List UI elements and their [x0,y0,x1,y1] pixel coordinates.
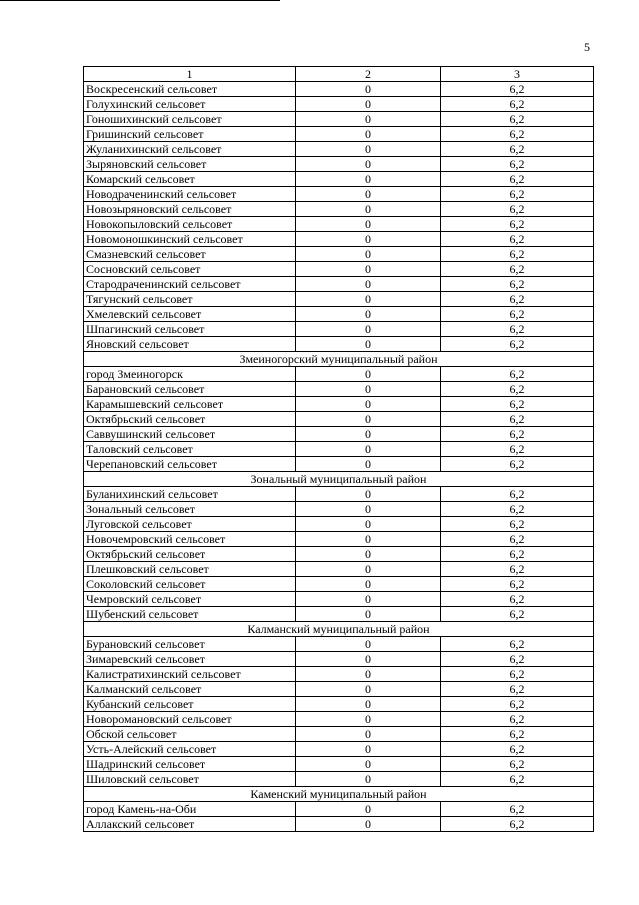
row-value-col2: 0 [296,292,441,307]
row-name: Луговской сельсовет [84,517,296,532]
row-value-col3: 6,2 [441,682,594,697]
row-name: Калистратихинский сельсовет [84,667,296,682]
table-row [84,322,594,337]
row-value-col2: 0 [296,652,441,667]
table-row [84,592,594,607]
row-name: Таловский сельсовет [84,442,296,457]
row-value-col3: 6,2 [441,127,594,142]
row-name: Октябрьский сельсовет [84,412,296,427]
row-value-col3: 6,2 [441,142,594,157]
row-value-col3: 6,2 [441,397,594,412]
row-value-col3: 6,2 [441,187,594,202]
row-value-col3: 6,2 [441,517,594,532]
row-value-col2: 0 [296,442,441,457]
row-value-col3: 6,2 [441,82,594,97]
table-row [84,397,594,412]
row-value-col3: 6,2 [441,172,594,187]
row-value-col3: 6,2 [441,727,594,742]
table-row [84,502,594,517]
row-value-col2: 0 [296,562,441,577]
row-value-col3: 6,2 [441,772,594,787]
table-row [84,277,594,292]
row-name: Октябрьский сельсовет [84,547,296,562]
table-row [84,442,594,457]
table-row [84,292,594,307]
row-value-col2: 0 [296,217,441,232]
row-value-col3: 6,2 [441,817,594,832]
row-value-col2: 0 [296,757,441,772]
row-value-col3: 6,2 [441,202,594,217]
table-row [84,232,594,247]
row-name: Кубанский сельсовет [84,697,296,712]
section-title: Калманский муниципальный район [84,622,594,637]
table-row [84,457,594,472]
row-name: Смазневский сельсовет [84,247,296,262]
row-name: Воскресенский сельсовет [84,82,296,97]
row-value-col2: 0 [296,727,441,742]
row-name: Шиловский сельсовет [84,772,296,787]
top-rule [0,0,280,1]
row-name: Саввушинский сельсовет [84,427,296,442]
row-name: Калманский сельсовет [84,682,296,697]
row-value-col2: 0 [296,592,441,607]
row-name: Карамышевский сельсовет [84,397,296,412]
table-row [84,802,594,817]
row-name: Обской сельсовет [84,727,296,742]
row-value-col3: 6,2 [441,217,594,232]
row-value-col2: 0 [296,202,441,217]
row-value-col3: 6,2 [441,112,594,127]
row-value-col2: 0 [296,547,441,562]
table-row [84,517,594,532]
table-row [84,547,594,562]
row-name: Тягунский сельсовет [84,292,296,307]
row-value-col3: 6,2 [441,487,594,502]
row-value-col2: 0 [296,532,441,547]
row-value-col2: 0 [296,337,441,352]
row-value-col3: 6,2 [441,412,594,427]
table-row [84,367,594,382]
row-name: Зональный сельсовет [84,502,296,517]
table-row [84,817,594,832]
table-row [84,172,594,187]
row-value-col3: 6,2 [441,697,594,712]
row-value-col2: 0 [296,187,441,202]
row-name: Зимаревский сельсовет [84,652,296,667]
row-value-col3: 6,2 [441,457,594,472]
row-name: Зыряновский сельсовет [84,157,296,172]
row-value-col2: 0 [296,382,441,397]
row-name: Новозыряновский сельсовет [84,202,296,217]
row-name: Сосновский сельсовет [84,262,296,277]
row-value-col3: 6,2 [441,547,594,562]
table-row [84,637,594,652]
row-name: Новодраченинский сельсовет [84,187,296,202]
row-value-col3: 6,2 [441,247,594,262]
row-name: город Камень-на-Оби [84,802,296,817]
data-table [83,66,594,832]
table-row [84,697,594,712]
page-number: 5 [584,40,590,54]
table-row [84,337,594,352]
row-value-col3: 6,2 [441,532,594,547]
section-title: Каменский муниципальный район [84,787,594,802]
column-header: 2 [296,67,441,82]
row-value-col2: 0 [296,412,441,427]
row-value-col2: 0 [296,682,441,697]
row-value-col2: 0 [296,607,441,622]
table-row [84,577,594,592]
row-value-col2: 0 [296,97,441,112]
row-value-col3: 6,2 [441,382,594,397]
table-row [84,487,594,502]
row-name: Стародраченинский сельсовет [84,277,296,292]
row-value-col3: 6,2 [441,652,594,667]
row-value-col3: 6,2 [441,577,594,592]
section-row [84,352,594,367]
row-value-col3: 6,2 [441,277,594,292]
row-name: Новокопыловский сельсовет [84,217,296,232]
table-row [84,562,594,577]
row-value-col3: 6,2 [441,742,594,757]
row-name: Голухинский сельсовет [84,97,296,112]
row-value-col3: 6,2 [441,367,594,382]
row-name: Шубенский сельсовет [84,607,296,622]
row-value-col2: 0 [296,142,441,157]
table-row [84,532,594,547]
table-row [84,652,594,667]
row-value-col3: 6,2 [441,157,594,172]
table-row [84,127,594,142]
row-value-col2: 0 [296,112,441,127]
table-row [84,262,594,277]
row-name: Комарский сельсовет [84,172,296,187]
table-body [84,82,594,832]
row-value-col2: 0 [296,697,441,712]
row-value-col2: 0 [296,517,441,532]
row-value-col2: 0 [296,457,441,472]
table-row [84,727,594,742]
row-value-col2: 0 [296,277,441,292]
row-value-col3: 6,2 [441,442,594,457]
row-value-col2: 0 [296,427,441,442]
row-value-col2: 0 [296,487,441,502]
table-row [84,307,594,322]
row-value-col2: 0 [296,322,441,337]
row-name: Плешковский сельсовет [84,562,296,577]
header-row [84,67,594,82]
row-name: Хмелевский сельсовет [84,307,296,322]
row-name: Усть-Алейский сельсовет [84,742,296,757]
row-name: Чемровский сельсовет [84,592,296,607]
row-name: Аллакский сельсовет [84,817,296,832]
row-value-col2: 0 [296,817,441,832]
section-row [84,622,594,637]
row-name: Новомоношкинский сельсовет [84,232,296,247]
row-name: город Змеиногорск [84,367,296,382]
row-value-col3: 6,2 [441,292,594,307]
row-value-col3: 6,2 [441,637,594,652]
row-name: Жуланихинский сельсовет [84,142,296,157]
table-row [84,157,594,172]
row-name: Яновский сельсовет [84,337,296,352]
column-header: 3 [441,67,594,82]
row-name: Шпагинский сельсовет [84,322,296,337]
row-value-col2: 0 [296,157,441,172]
table-row [84,742,594,757]
table-row [84,82,594,97]
table-row [84,667,594,682]
row-value-col2: 0 [296,367,441,382]
row-name: Гоношихинский сельсовет [84,112,296,127]
table-row [84,412,594,427]
row-value-col3: 6,2 [441,322,594,337]
section-row [84,472,594,487]
column-header: 1 [84,67,296,82]
row-name: Шадринский сельсовет [84,757,296,772]
table-row [84,112,594,127]
row-value-col3: 6,2 [441,592,594,607]
row-value-col2: 0 [296,247,441,262]
row-value-col3: 6,2 [441,757,594,772]
table-row [84,772,594,787]
table-row [84,427,594,442]
row-value-col2: 0 [296,232,441,247]
row-value-col3: 6,2 [441,262,594,277]
row-name: Бурановский сельсовет [84,637,296,652]
row-value-col2: 0 [296,577,441,592]
table-row [84,712,594,727]
row-name: Буланихинский сельсовет [84,487,296,502]
row-value-col3: 6,2 [441,802,594,817]
table-row [84,247,594,262]
table-row [84,607,594,622]
row-value-col3: 6,2 [441,232,594,247]
section-title: Змеиногорский муниципальный район [84,352,594,367]
row-name: Барановский сельсовет [84,382,296,397]
row-name: Черепановский сельсовет [84,457,296,472]
section-row [84,787,594,802]
table-row [84,202,594,217]
row-name: Гришинский сельсовет [84,127,296,142]
table-row [84,382,594,397]
section-title: Зональный муниципальный район [84,472,594,487]
row-value-col2: 0 [296,772,441,787]
row-value-col2: 0 [296,802,441,817]
row-value-col3: 6,2 [441,427,594,442]
row-value-col3: 6,2 [441,502,594,517]
row-value-col2: 0 [296,127,441,142]
table-row [84,97,594,112]
row-value-col2: 0 [296,502,441,517]
row-value-col3: 6,2 [441,337,594,352]
row-value-col3: 6,2 [441,307,594,322]
row-value-col2: 0 [296,712,441,727]
row-value-col2: 0 [296,667,441,682]
row-value-col2: 0 [296,262,441,277]
table-row [84,142,594,157]
row-value-col3: 6,2 [441,607,594,622]
row-value-col3: 6,2 [441,562,594,577]
row-value-col3: 6,2 [441,97,594,112]
row-value-col2: 0 [296,307,441,322]
table-row [84,217,594,232]
row-value-col2: 0 [296,637,441,652]
table-row [84,682,594,697]
table-row [84,757,594,772]
table-row [84,187,594,202]
row-name: Новоромановский сельсовет [84,712,296,727]
row-value-col2: 0 [296,172,441,187]
row-name: Соколовский сельсовет [84,577,296,592]
row-name: Новочемровский сельсовет [84,532,296,547]
row-value-col2: 0 [296,742,441,757]
row-value-col3: 6,2 [441,712,594,727]
row-value-col2: 0 [296,82,441,97]
row-value-col3: 6,2 [441,667,594,682]
row-value-col2: 0 [296,397,441,412]
